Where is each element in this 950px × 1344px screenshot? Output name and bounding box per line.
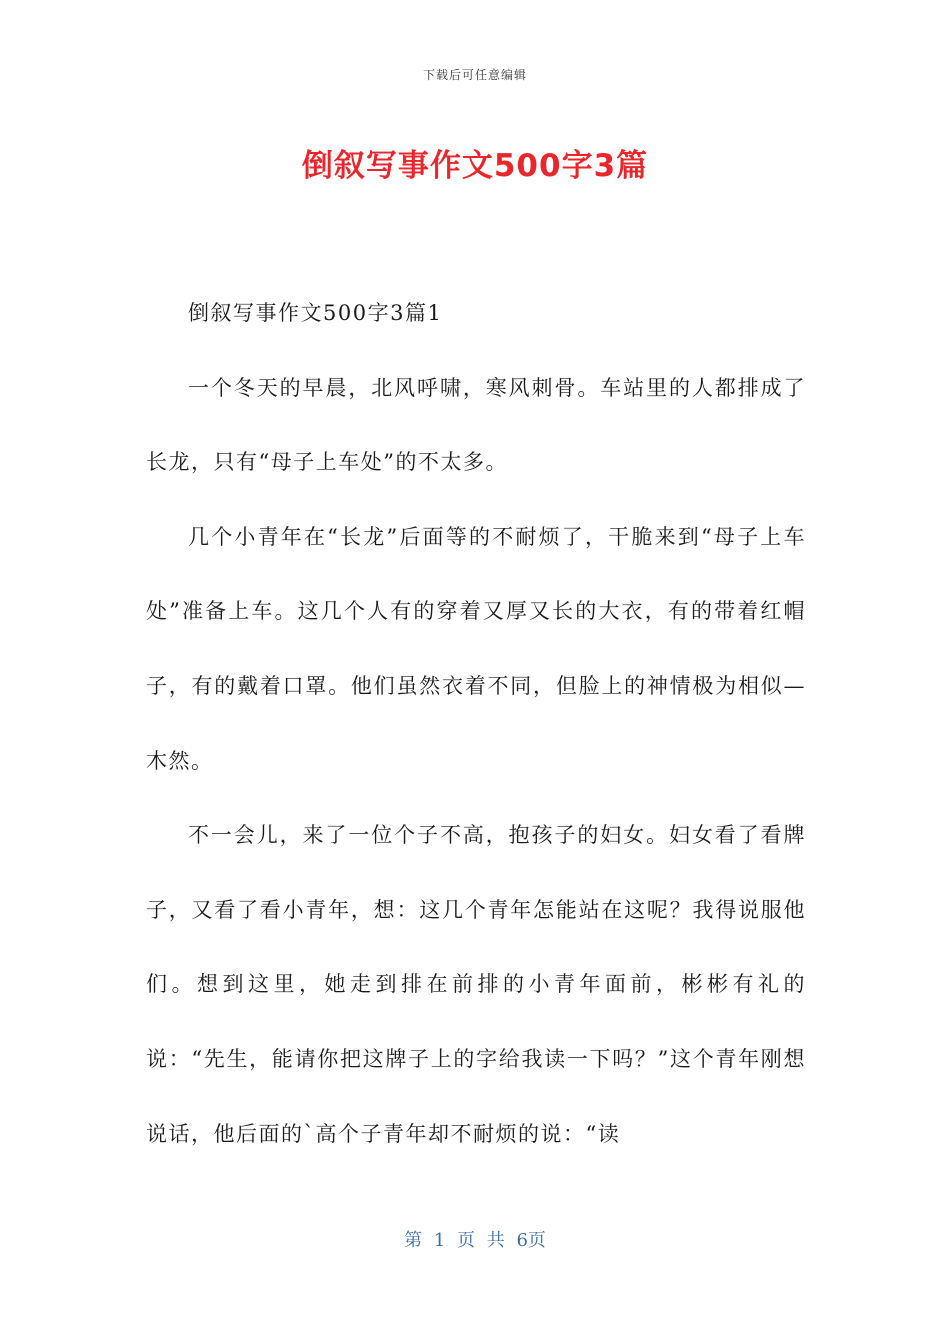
document-body [146, 276, 806, 1171]
current-page-number: 1 [433, 1230, 446, 1251]
section-heading: 倒叙写事作文500字3篇1 [188, 301, 443, 325]
footer-suffix: 页 [527, 1230, 546, 1251]
footer-prefix: 第 [404, 1230, 423, 1251]
page-footer [0, 1226, 950, 1252]
header-note: 下载后可任意编辑 [422, 68, 527, 82]
paragraph: 一个冬天的早晨，北风呼啸，寒风刺骨。车站里的人都排成了长龙，只有“母子上车处”的不太多。 [146, 375, 806, 475]
paragraph: 不一会儿，来了一位个子不高，抱孩子的妇女。妇女看了看牌子，又看了看小青年，想：这几个青年怎能站在这呢？我得说服他们。想到这里，她走到排在前排的小青年面前，彬彬有礼的说：“先生，能请你把这牌子上的字给我读一下吗？”这个青年刚想说话，他后面的`高个子青年却不耐烦的说：“读 [146, 823, 806, 1146]
document-title: 倒叙写事作文500字3篇 [301, 148, 649, 184]
total-pages: 6 [516, 1230, 528, 1251]
footer-middle: 页 共 [457, 1230, 505, 1251]
paragraph: 几个小青年在“长龙”后面等的不耐烦了，干脆来到“母子上车处”准备上车。这几个人有的穿着又厚又长的大衣，有的带着红帽子，有的戴着口罩。他们虽然衣着不同，但脸上的神情极为相似—木然。 [146, 524, 806, 773]
